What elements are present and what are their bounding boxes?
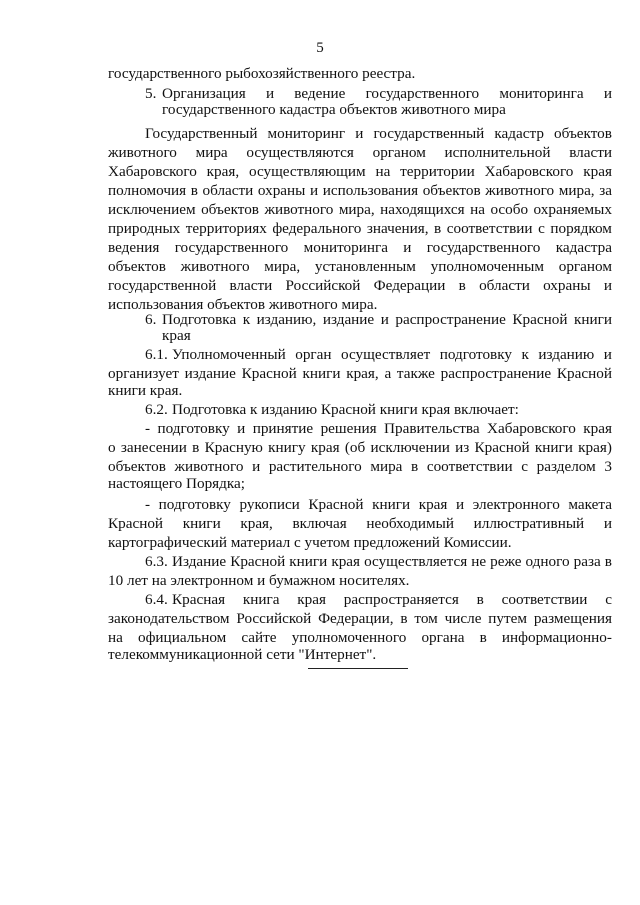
word: природных [108, 220, 181, 237]
word: мониторинга [499, 85, 584, 102]
word: необходимый [366, 515, 454, 532]
section5-heading-line-2: государственного кадастра объектов животного мира [162, 101, 506, 118]
word: области [202, 182, 254, 199]
word: Федерации [373, 277, 446, 294]
word: Федерации, [318, 610, 394, 627]
word: разделом [536, 458, 596, 475]
word: издание [184, 365, 236, 382]
word: кадастра [555, 239, 612, 256]
word: и [603, 85, 612, 102]
word: в [434, 220, 442, 237]
word: края, [206, 163, 240, 180]
word: на [375, 163, 391, 180]
word: объектов [422, 182, 481, 199]
word: подготовку [439, 346, 512, 363]
p61-line-2 [108, 366, 612, 382]
word: Красную [204, 439, 263, 456]
word: в [479, 629, 487, 646]
word: с [538, 220, 545, 237]
word: том [414, 610, 438, 627]
word: Издание [172, 553, 227, 570]
word: книги [574, 311, 612, 328]
p62-number: 6.2. [145, 401, 168, 418]
word: края, [240, 515, 273, 532]
word: электронного [472, 496, 560, 513]
s5-para-line [145, 126, 612, 142]
word: уполномоченным [430, 258, 544, 275]
word: и [603, 515, 612, 532]
p64-line-1 [172, 592, 612, 608]
word: объектов [108, 258, 166, 275]
word: решения [320, 420, 377, 437]
p61-line-1 [172, 347, 612, 363]
word: Красной [556, 365, 612, 382]
word: значения, [366, 220, 429, 237]
word: издание [322, 311, 375, 328]
word: и [603, 346, 612, 363]
word: охраняемых [533, 201, 612, 218]
word: власти [569, 144, 612, 161]
word: Хабаровского [484, 163, 574, 180]
word: животного [174, 458, 244, 475]
page-number: 5 [316, 40, 324, 56]
word: книги [534, 439, 573, 456]
word: в [411, 458, 419, 475]
word: соответствии [501, 591, 588, 608]
word: животного [485, 182, 555, 199]
word: Красной [474, 439, 530, 456]
p64-line-3 [108, 630, 612, 646]
s5-para-line [108, 164, 612, 180]
word: Красной [512, 311, 568, 328]
word: Красной [241, 365, 297, 382]
word: порядком [550, 220, 612, 237]
word: мониторинга [303, 239, 388, 256]
word: и [237, 420, 246, 437]
word: в [192, 439, 200, 456]
word: территориях [185, 220, 267, 237]
word: и [380, 311, 389, 328]
word: в [400, 610, 408, 627]
word: книги [372, 496, 411, 513]
word: официальном [138, 629, 227, 646]
word: Государственный [145, 125, 258, 142]
word: и [252, 458, 261, 475]
p62-bullet1-line-4: настоящего Порядка; [108, 475, 245, 492]
word: за [599, 182, 612, 199]
word: в [190, 182, 198, 199]
intro-line: государственного рыбохозяйственного реестра. [108, 65, 416, 82]
word: мира, [264, 258, 301, 275]
word: области [479, 277, 530, 294]
word: края [297, 591, 326, 608]
word: не [471, 553, 487, 570]
word: полномочия [108, 182, 187, 199]
word: к [242, 311, 251, 328]
p63-line-1 [172, 554, 612, 570]
word: информационно- [501, 629, 612, 646]
word: края) [578, 439, 612, 456]
word: с [605, 591, 612, 608]
word: Красной [108, 515, 164, 532]
word: животного [180, 258, 250, 275]
p62-bullet1-line-3 [108, 459, 612, 475]
word: к [521, 346, 529, 363]
word: с [521, 458, 529, 475]
s5-para-line [108, 183, 612, 199]
word: органом [372, 144, 426, 161]
word: книги [289, 553, 328, 570]
s5-para-line [108, 202, 612, 218]
word: особо [490, 201, 529, 218]
word: мониторинг [267, 125, 346, 142]
word: Хабаровского [487, 420, 576, 437]
word: - [145, 420, 151, 437]
p63-line-2: 10 лет на электронном и бумажном носителях. [108, 572, 410, 589]
word: объектов [201, 201, 259, 218]
word: федерального [272, 220, 362, 237]
word: и [355, 125, 364, 142]
word: государственной [108, 277, 217, 294]
word: включая [292, 515, 347, 532]
word: животного [264, 201, 334, 218]
word: осуществляется [364, 553, 468, 570]
section5-number: 5. [145, 85, 157, 102]
word: охраны [543, 277, 591, 294]
word: организует [108, 365, 179, 382]
word: края [418, 496, 448, 513]
word: Хабаровского [108, 163, 197, 180]
word: о [108, 439, 116, 456]
p62-bullet1-line-1 [145, 421, 612, 437]
word: размещения [533, 610, 612, 627]
p61-number: 6.1. [145, 346, 168, 363]
word: мира [370, 458, 403, 475]
section6-heading-line-1 [162, 312, 612, 328]
word: растительного [268, 458, 362, 475]
word: иллюстративный [473, 515, 585, 532]
section6-number: 6. [145, 311, 157, 328]
word: распространяется [343, 591, 459, 608]
word: подготовку [157, 420, 230, 437]
word: территории [400, 163, 475, 180]
word: исполнительной [444, 144, 551, 161]
word: соответствии [426, 458, 513, 475]
section6-heading-line-2: края [162, 327, 191, 344]
word: Красной [308, 496, 364, 513]
word: и [603, 277, 612, 294]
word: объектов [554, 125, 612, 142]
word: в [604, 553, 612, 570]
word: рукописи [239, 496, 300, 513]
p61-line-3: книги края. [108, 382, 183, 399]
word: книги [302, 365, 341, 382]
p63-number: 6.3. [145, 553, 168, 570]
word: занесении [120, 439, 187, 456]
word: мира, [338, 201, 375, 218]
s5-para-line: использования объектов животного мира. [108, 296, 378, 313]
word: на [470, 201, 485, 218]
word: охраны [257, 182, 306, 199]
word: осуществляются [246, 144, 354, 161]
word: из [455, 439, 470, 456]
s5-para-line [108, 240, 612, 256]
word: животного [108, 144, 177, 161]
word: числе [444, 610, 482, 627]
p62-bullet2-line-1 [145, 497, 612, 513]
word: осуществляющим [249, 163, 366, 180]
word: орган [295, 346, 332, 363]
s5-para-line [108, 145, 612, 161]
word: государственного [426, 239, 541, 256]
word: Организация [162, 85, 246, 102]
word: края [583, 163, 612, 180]
word: и [309, 182, 319, 199]
word: книгу [268, 439, 306, 456]
word: Красная [172, 591, 226, 608]
word: кадастр [494, 125, 544, 142]
word: государственного [365, 85, 480, 102]
word: путем [488, 610, 527, 627]
s5-para-line [108, 278, 612, 294]
word: и [403, 239, 412, 256]
word: книга [242, 591, 280, 608]
word: реже [490, 553, 522, 570]
word: ведения [108, 239, 160, 256]
word: ведение [294, 85, 346, 102]
word: государственного [174, 239, 289, 256]
word: исключении [370, 439, 450, 456]
word: власти [229, 277, 273, 294]
word: Российской [236, 610, 312, 627]
p62-bullet1-line-2 [108, 440, 612, 456]
word: в [476, 591, 484, 608]
word: Подготовка [162, 311, 237, 328]
word: исключением [108, 201, 196, 218]
p62-bullet2-line-2 [108, 516, 612, 532]
word: сайте [241, 629, 277, 646]
word: законодательством [108, 610, 230, 627]
word: макета [568, 496, 612, 513]
word: и [265, 85, 275, 102]
word: подготовку [158, 496, 231, 513]
word: изданию [538, 346, 595, 363]
p64-line-2 [108, 611, 612, 627]
word: края [331, 553, 361, 570]
p62-line-1: Подготовка к изданию Красной книги края включает: [172, 401, 519, 418]
word: соответствии [446, 220, 533, 237]
p64-line-4: телекоммуникационной сети "Интернет". [108, 646, 377, 663]
word: (об [344, 439, 366, 456]
word: мира [195, 144, 228, 161]
word: 3 [604, 458, 612, 475]
word: распространение [395, 311, 506, 328]
word: края [310, 439, 340, 456]
word: использования [322, 182, 419, 199]
word: принятие [252, 420, 314, 437]
word: книги [182, 515, 221, 532]
word: объектов [108, 458, 166, 475]
word: органа [421, 629, 465, 646]
word: на [108, 629, 123, 646]
word: края, [346, 365, 379, 382]
word: распространение [440, 365, 552, 382]
word: мира, [558, 182, 595, 199]
word: органом [558, 258, 612, 275]
word: одного [525, 553, 570, 570]
word: и [456, 496, 465, 513]
end-rule [308, 668, 408, 669]
word: а [384, 365, 392, 382]
word: Российской [285, 277, 361, 294]
s5-para-line [108, 259, 612, 275]
p64-number: 6.4. [145, 591, 168, 608]
word: установленным [314, 258, 416, 275]
word: Уполномоченный [172, 346, 286, 363]
word: Красной [230, 553, 286, 570]
word: в [458, 277, 466, 294]
section5-heading-line-1 [162, 86, 612, 102]
word: находящихся [380, 201, 465, 218]
s5-para-line [108, 221, 612, 237]
word: уполномоченного [291, 629, 407, 646]
word: осуществляет [341, 346, 431, 363]
p62-bullet2-line-3: картографический материал с учетом предложений Комиссии. [108, 534, 512, 551]
word: раза [573, 553, 601, 570]
word: края [583, 420, 612, 437]
word: изданию, [256, 311, 317, 328]
word: Правительства [384, 420, 480, 437]
word: государственный [373, 125, 485, 142]
word: также [396, 365, 435, 382]
word: - [145, 496, 151, 513]
